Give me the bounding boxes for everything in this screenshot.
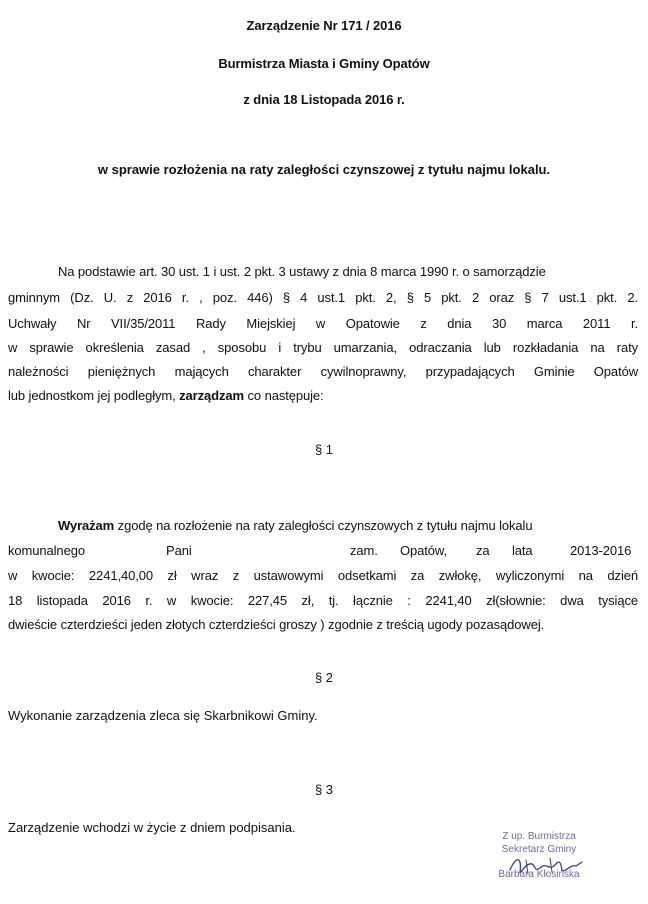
section-1-zam: zam. xyxy=(350,543,378,558)
preamble-line-3: Uchwały Nr VII/35/2011 Rady Miejskiej w Opatowie z dnia 30 marca 2011 r. xyxy=(8,316,638,331)
section-1-heading: § 1 xyxy=(314,442,334,457)
preamble-line-5: należności pieniężnych mających charakter cywilnoprawny, przypadających Gminie Opatów xyxy=(8,364,638,379)
section-1-line-3: w kwocie: 2241,40,00 zł wraz z ustawowymi odsetkami za zwłokę, wyliczonymi na dzień xyxy=(8,568,638,583)
preamble-line-1: Na podstawie art. 30 ust. 1 i ust. 2 pkt. 3 ustawy z dnia 8 marca 1990 r. o samorządzie xyxy=(58,264,546,279)
handwritten-signature xyxy=(506,852,586,878)
section-2-heading: § 2 xyxy=(314,670,334,685)
section-1-line-5: dwieście czterdzieści jeden złotych czterdzieści groszy ) zgodnie z treścią ugody pozasądowej. xyxy=(8,617,545,632)
section-1-lata: lata xyxy=(512,543,533,558)
section-1-line-1 xyxy=(58,518,532,533)
document-subject: w sprawie rozłożenia na raty zaległości czynszowej z tytułu najmu lokalu. xyxy=(97,162,551,177)
stamp-line-3: Barbara Kłosińska xyxy=(498,869,580,880)
section-1-wyrazam: Wyrażam xyxy=(58,518,115,533)
section-1-komunalnego: komunalnego xyxy=(8,543,85,558)
preamble-line-2: gminnym (Dz. U. z 2016 r. , poz. 446) § 4 ust.1 pkt. 2, § 5 pkt. 2 oraz § 7 ust.1 pkt. 2. xyxy=(8,290,638,305)
preamble-line-6-start: lub jednostkom jej podległym, xyxy=(8,388,180,403)
stamp-line-2: Sekretarz Gminy xyxy=(501,844,577,855)
preamble-line-6-end: co następuje: xyxy=(244,388,324,403)
stamp-line-1: Z up. Burmistrza xyxy=(502,831,576,842)
document-issuer: Burmistrza Miasta i Gminy Opatów xyxy=(218,56,430,71)
section-2-text: Wykonanie zarządzenia zleca się Skarbnikowi Gminy. xyxy=(8,708,318,723)
preamble-zarzadzam: zarządzam xyxy=(179,388,245,403)
document-date: z dnia 18 Listopada 2016 r. xyxy=(243,92,405,107)
preamble-line-4: w sprawie określenia zasad , sposobu i trybu umarzania, odraczania lub rozkładania na raty xyxy=(8,340,638,355)
section-3-heading: § 3 xyxy=(314,782,334,797)
section-1-line-4: 18 listopada 2016 r. w kwocie: 227,45 zł, tj. łącznie : 2241,40 zł(słownie: dwa tysiące xyxy=(8,593,638,608)
section-1-years: 2013-2016 xyxy=(570,543,632,558)
section-1-za: za xyxy=(476,543,490,558)
document-title: Zarządzenie Nr 171 / 2016 xyxy=(246,18,402,33)
section-1-line-1-rest: zgodę na rozłożenie na raty zaległości czynszowych z tytułu najmu lokalu xyxy=(114,518,533,533)
section-1-pani: Pani xyxy=(166,543,192,558)
section-1-opatow: Opatów, xyxy=(400,543,447,558)
preamble-line-6 xyxy=(8,388,324,403)
section-3-text: Zarządzenie wchodzi w życie z dniem podpisania. xyxy=(8,820,296,835)
